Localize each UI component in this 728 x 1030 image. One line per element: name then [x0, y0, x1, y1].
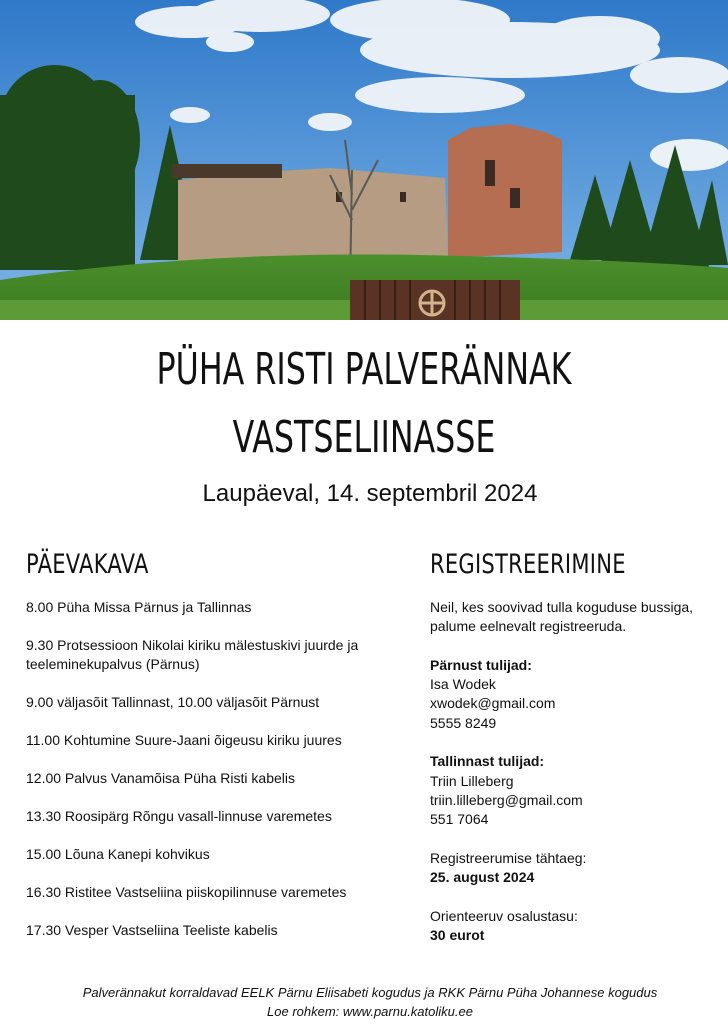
schedule-item: 9.00 väljasõit Tallinnast, 10.00 väljasõit Pärnust: [26, 694, 320, 710]
deadline-label: Registreerumise tähtaeg:: [430, 849, 587, 866]
tallinn-phone: 551 7064: [430, 811, 489, 828]
registration-deadline: [430, 849, 720, 888]
parnu-phone: 5555 8249: [430, 714, 497, 731]
title-line-2: VASTSELIINASSE: [232, 412, 496, 463]
tallinn-label: Tallinnast tulijad:: [430, 753, 545, 770]
schedule-list: [26, 598, 376, 959]
footer-organizers: Palverännakut korraldavad EELK Pärnu Eliisabeti kogudus ja RKK Pärnu Püha Johannese kogudus: [82, 985, 658, 1000]
event-date: Laupäeval, 14. septembril 2024: [202, 480, 538, 507]
schedule-item: 11.00 Kohtumine Suure-Jaani õigeusu kiriku juures: [26, 732, 342, 748]
tallinn-contact: [430, 752, 720, 829]
registration-intro: Neil, kes soovivad tulla koguduse bussiga, palume eelnevalt registreeruda.: [430, 599, 694, 635]
fee-value: 30 eurot: [430, 927, 485, 944]
parnu-email[interactable]: xwodek@gmail.com: [430, 695, 556, 712]
tallinn-name: Triin Lilleberg: [430, 772, 514, 789]
schedule-item: 13.30 Roosipärg Rõngu vasall-linnuse varemetes: [26, 808, 332, 824]
deadline-value: 25. august 2024: [430, 869, 535, 886]
schedule-heading: PÄEVAKAVA: [26, 549, 149, 580]
footer: [0, 983, 728, 1021]
schedule-item: 8.00 Püha Missa Pärnus ja Tallinnas: [26, 599, 252, 615]
participation-fee: [430, 907, 720, 946]
schedule-item: 15.00 Lõuna Kanepi kohvikus: [26, 846, 210, 862]
schedule-item: 16.30 Ristitee Vastseliina piiskopilinnuse varemetes: [26, 884, 347, 900]
fee-label: Orienteeruv osalustasu:: [430, 907, 578, 924]
hero-photo: [0, 0, 728, 320]
tallinn-email[interactable]: triin.lilleberg@gmail.com: [430, 791, 583, 808]
footer-link[interactable]: Loe rohkem: www.parnu.katoliku.ee: [267, 1004, 473, 1019]
schedule-item: 12.00 Palvus Vanamõisa Püha Risti kabelis: [26, 770, 296, 786]
page-title: [102, 336, 626, 472]
parnu-label: Pärnust tulijad:: [430, 656, 532, 673]
registration-heading: REGISTREERIMINE: [430, 549, 626, 580]
schedule-item: 17.30 Vesper Vastseliina Teeliste kabelis: [26, 922, 278, 938]
registration-info: [430, 598, 720, 965]
title-line-1: PÜHA RISTI PALVERÄNNAK: [156, 344, 572, 395]
parnu-name: Isa Wodek: [430, 676, 496, 693]
schedule-item: 9.30 Protsessioon Nikolai kiriku mälestuskivi juurde ja teeleminekupalvus (Pärnus): [26, 637, 359, 672]
parnu-contact: [430, 656, 720, 733]
